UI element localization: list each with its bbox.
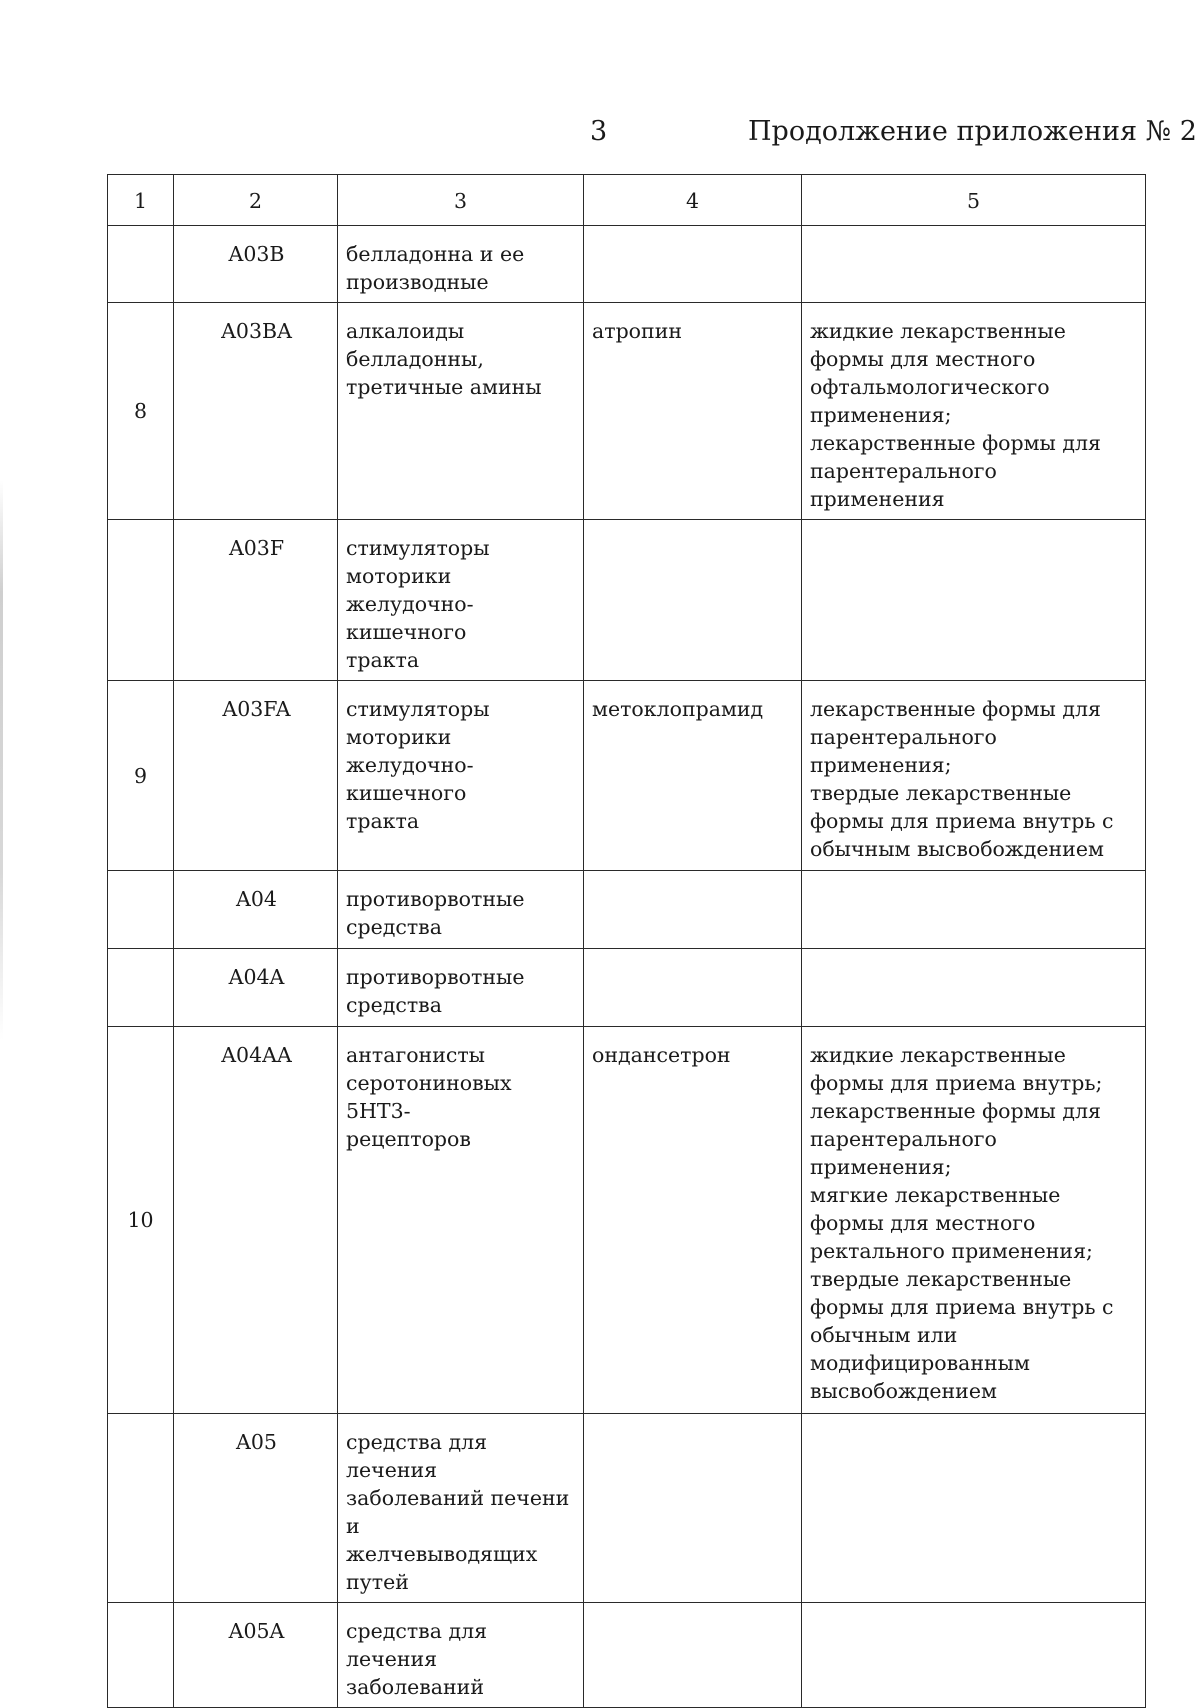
drug-name-cell [584,1603,802,1708]
row-number-cell: 9 [108,681,174,871]
row-number-cell: 10 [108,1027,174,1414]
group-name-cell: средства для лечения заболеваний печени и желчевыводящих путей [338,1414,584,1603]
column-header-4: 4 [584,175,802,226]
group-name-cell: антагонисты серотониновых 5HT3- рецепторов [338,1027,584,1414]
drug-name-cell [584,871,802,949]
row-number-cell [108,226,174,303]
table-row [108,1603,1146,1708]
atc-code-cell: A04A [174,949,338,1027]
table-row [108,949,1146,1027]
dosage-forms-cell: жидкие лекарственные формы для приема внутрь; лекарственные формы для парентерального применения; мягкие лекарственные формы для местного ректального применения; твердые лекарственные формы для приема внутрь с обычным или модифицированным высвобождением [802,1027,1146,1414]
dosage-forms-cell [802,1414,1146,1603]
atc-code-cell: A03F [174,520,338,681]
atc-code-cell: A04 [174,871,338,949]
page-number: 3 [590,116,608,147]
dosage-forms-cell [802,520,1146,681]
drug-name-cell [584,1414,802,1603]
drug-name-cell [584,520,802,681]
dosage-forms-cell [802,949,1146,1027]
drug-name-cell: атропин [584,303,802,520]
atc-code-cell: A03BA [174,303,338,520]
table-row [108,1414,1146,1603]
atc-code-cell: A03B [174,226,338,303]
table-row [108,681,1146,871]
table-row [108,226,1146,303]
group-name-cell: средства для лечения заболеваний [338,1603,584,1708]
column-header-1: 1 [108,175,174,226]
group-name-cell: стимуляторы моторики желудочно-кишечного тракта [338,681,584,871]
column-header-2: 2 [174,175,338,226]
row-number-cell [108,520,174,681]
group-name-cell: противорвотные средства [338,949,584,1027]
table-row [108,520,1146,681]
atc-code-cell: A05 [174,1414,338,1603]
drug-name-cell: ондансетрон [584,1027,802,1414]
group-name-cell: противорвотные средства [338,871,584,949]
row-number-cell: 8 [108,303,174,520]
row-number-cell [108,1603,174,1708]
appendix-caption: Продолжение приложения № 2 [748,116,1197,147]
dosage-forms-cell [802,226,1146,303]
dosage-forms-cell [802,1603,1146,1708]
dosage-forms-cell [802,871,1146,949]
group-name-cell: алкалоиды белладонны, третичные амины [338,303,584,520]
table-row [108,871,1146,949]
table-row [108,1027,1146,1414]
drug-name-cell [584,226,802,303]
drug-name-cell: метоклопрамид [584,681,802,871]
atc-code-cell: A03FA [174,681,338,871]
column-header-5: 5 [802,175,1146,226]
group-name-cell: белладонна и ее производные [338,226,584,303]
table-row [108,303,1146,520]
group-name-cell: стимуляторы моторики желудочно-кишечного тракта [338,520,584,681]
dosage-forms-cell: жидкие лекарственные формы для местного офтальмологического применения; лекарственные формы для парентерального применения [802,303,1146,520]
drug-name-cell [584,949,802,1027]
scan-edge-mark [0,480,3,1040]
drug-list-table [107,174,1146,1708]
row-number-cell [108,1414,174,1603]
dosage-forms-cell: лекарственные формы для парентерального применения; твердые лекарственные формы для приема внутрь с обычным высвобождением [802,681,1146,871]
row-number-cell [108,949,174,1027]
atc-code-cell: A05A [174,1603,338,1708]
row-number-cell [108,871,174,949]
table-header-row [108,175,1146,226]
atc-code-cell: A04AA [174,1027,338,1414]
column-header-3: 3 [338,175,584,226]
